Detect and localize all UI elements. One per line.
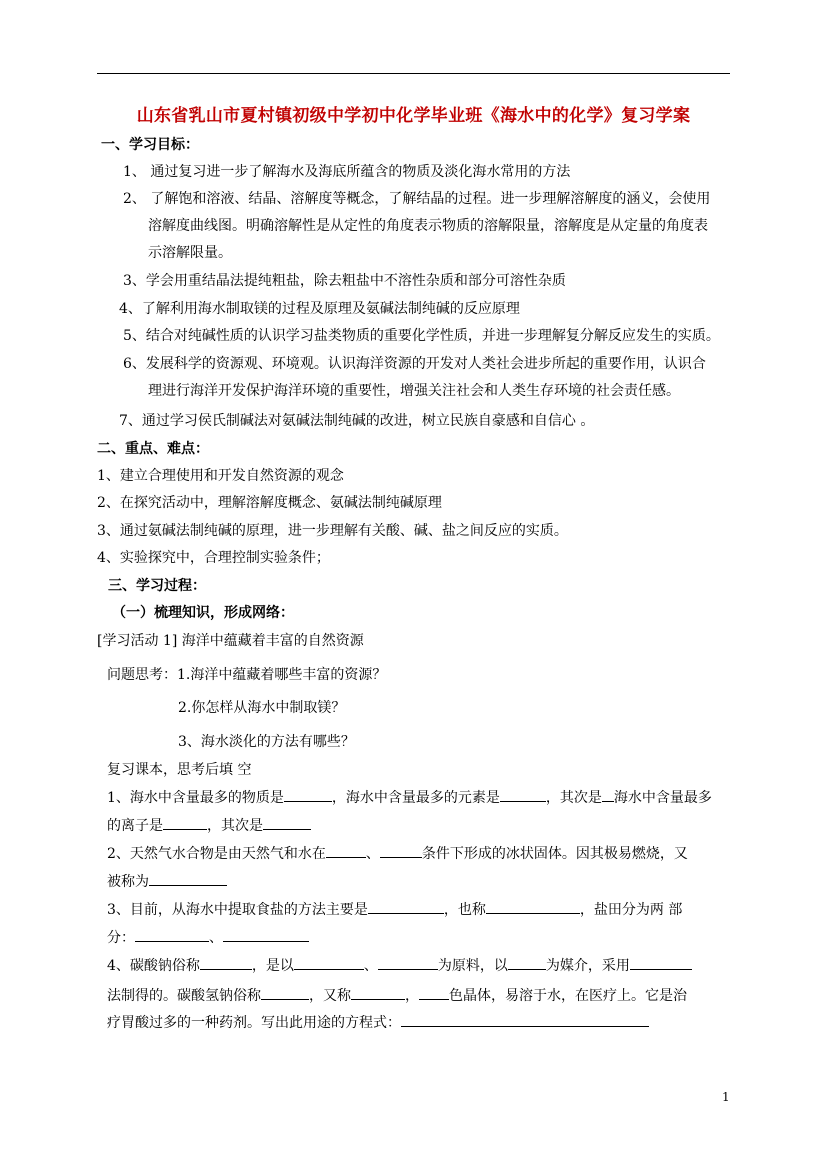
key-point-item: 2、在探究活动中，理解溶解度概念、氨碱法制纯碱原理 xyxy=(97,495,442,511)
fill-question-4-cont xyxy=(107,985,687,1005)
goal-item: 示溶解限量。 xyxy=(148,245,232,261)
question-text: 、 xyxy=(363,958,378,974)
fill-question-2 xyxy=(107,843,688,863)
document-title: 山东省乳山市夏村镇初级中学初中化学毕业班《海水中的化学》复习学案 xyxy=(136,106,691,126)
fill-question-3 xyxy=(107,899,682,919)
answer-blank[interactable] xyxy=(500,787,546,802)
question-text: 、 xyxy=(365,846,380,862)
question-text: ，其次是 xyxy=(545,790,602,806)
goal-item: 6、发展科学的资源观、环境观。认识海洋资源的开发对人类社会进步所起的重要作用，认识合 xyxy=(123,356,706,372)
answer-blank[interactable] xyxy=(326,843,366,858)
fill-question-2-cont xyxy=(107,871,227,891)
question-text: 法制得的。碳酸氢钠俗称 xyxy=(107,988,261,1004)
question-text: 被称为 xyxy=(107,874,149,890)
key-point-item: 1、建立合理使用和开发自然资源的观念 xyxy=(97,468,344,484)
question-text: ，海水中含量最多的元素是 xyxy=(331,790,500,806)
fill-question-1 xyxy=(107,787,712,807)
goal-item: 3、学会用重结晶法提纯粗盐，除去粗盐中不溶性杂质和部分可溶性杂质 xyxy=(123,273,566,289)
answer-blank[interactable] xyxy=(602,787,614,802)
goal-item: 7、通过学习侯氏制碱法对氨碱法制纯碱的改进，树立民族自豪感和自信心 。 xyxy=(119,413,595,429)
question-text: 、 xyxy=(209,930,223,946)
sub-heading-knowledge: （一）梳理知识，形成网络： xyxy=(112,605,294,621)
question-text: 条件下形成的冰状固体。因其极易燃烧，又 xyxy=(421,846,688,862)
question-text: 4、碳酸钠俗称 xyxy=(107,958,200,974)
answer-blank[interactable] xyxy=(630,955,692,970)
question-text: 2、天然气水合物是由天然气和水在 xyxy=(107,846,326,862)
answer-blank[interactable] xyxy=(200,955,252,970)
key-point-item: 3、通过氨碱法制纯碱的原理，进一步理解有关酸、碱、盐之间反应的实质。 xyxy=(97,523,568,539)
fill-question-1-cont xyxy=(107,815,311,835)
fill-question-4-cont2 xyxy=(107,1012,649,1032)
header-rule xyxy=(97,73,730,74)
answer-blank[interactable] xyxy=(135,927,209,942)
question-text: 3、目前，从海水中提取食盐的方法主要是 xyxy=(107,902,368,918)
question-text: 色晶体，易溶于水，在医疗上。它是治 xyxy=(449,988,687,1004)
answer-blank[interactable] xyxy=(378,955,438,970)
question-text: 的离子是 xyxy=(107,818,163,834)
review-note: 复习课本，思考后填 空 xyxy=(107,762,252,778)
question-text: ，也称 xyxy=(443,902,486,918)
page-number: 1 xyxy=(722,1090,730,1104)
question-text: 为媒介，采用 xyxy=(545,958,630,974)
fill-question-3-cont xyxy=(107,927,309,947)
key-point-item: 4、实验探究中，合理控制实验条件； xyxy=(97,550,330,566)
answer-blank[interactable] xyxy=(368,899,444,914)
fill-question-4 xyxy=(107,955,692,975)
question-text: ，其次是 xyxy=(207,818,263,834)
answer-blank[interactable] xyxy=(284,787,332,802)
question-text: 分： xyxy=(107,930,135,946)
answer-blank[interactable] xyxy=(419,985,449,1000)
answer-blank[interactable] xyxy=(351,985,405,1000)
goal-item: 2、 了解饱和溶液、结晶、溶解度等概念，了解结晶的过程。进一步理解溶解度的涵义，会使用 xyxy=(123,191,711,207)
activity-label: [学习活动 1] 海洋中蕴藏着丰富的自然资源 xyxy=(97,633,364,649)
question-text: 1、海水中含量最多的物质是 xyxy=(107,790,284,806)
question-item: 问题思考：1.海洋中蕴藏着哪些丰富的资源？ xyxy=(107,667,387,683)
goal-item: 理进行海洋开发保护海洋环境的重要性，增强关注社会和人类生存环境的社会责任感。 xyxy=(148,383,680,399)
question-text: 疗胃酸过多的一种药剂。写出此用途的方程式： xyxy=(107,1015,401,1031)
goal-item: 溶解度曲线图。明确溶解性是从定性的角度表示物质的溶解限量，溶解度是从定量的角度表 xyxy=(148,218,708,234)
question-item: 2.你怎样从海水中制取镁？ xyxy=(178,700,346,716)
question-text: ，盐田分为两 部 xyxy=(579,902,683,918)
answer-blank[interactable] xyxy=(486,899,580,914)
question-text: ，是以 xyxy=(251,958,294,974)
answer-blank[interactable] xyxy=(223,927,309,942)
question-text: 为原料，以 xyxy=(437,958,508,974)
question-text: ，又称 xyxy=(309,988,351,1004)
goal-item: 5、结合对纯碱性质的认识学习盐类物质的重要化学性质，并进一步理解复分解反应发生的实质。 xyxy=(123,328,720,344)
question-text: 海水中含量最多 xyxy=(613,790,712,806)
section-heading-goals: 一、学习目标： xyxy=(101,137,199,153)
section-heading-key-points: 二、重点、难点： xyxy=(97,441,209,457)
goal-item: 4、了解利用海水制取镁的过程及原理及氨碱法制纯碱的反应原理 xyxy=(119,301,520,317)
answer-blank[interactable] xyxy=(294,955,364,970)
question-item: 3、海水淡化的方法有哪些？ xyxy=(178,734,355,750)
goal-item: 1、 通过复习进一步了解海水及海底所蕴含的物质及淡化海水常用的方法 xyxy=(123,164,571,180)
question-text: ， xyxy=(405,988,419,1004)
answer-blank[interactable] xyxy=(149,871,227,886)
answer-blank[interactable] xyxy=(401,1012,649,1027)
answer-blank[interactable] xyxy=(163,815,207,830)
answer-blank[interactable] xyxy=(263,815,311,830)
answer-blank[interactable] xyxy=(261,985,309,1000)
answer-blank[interactable] xyxy=(380,843,422,858)
section-heading-process: 三、学习过程： xyxy=(108,578,206,594)
answer-blank[interactable] xyxy=(508,955,546,970)
